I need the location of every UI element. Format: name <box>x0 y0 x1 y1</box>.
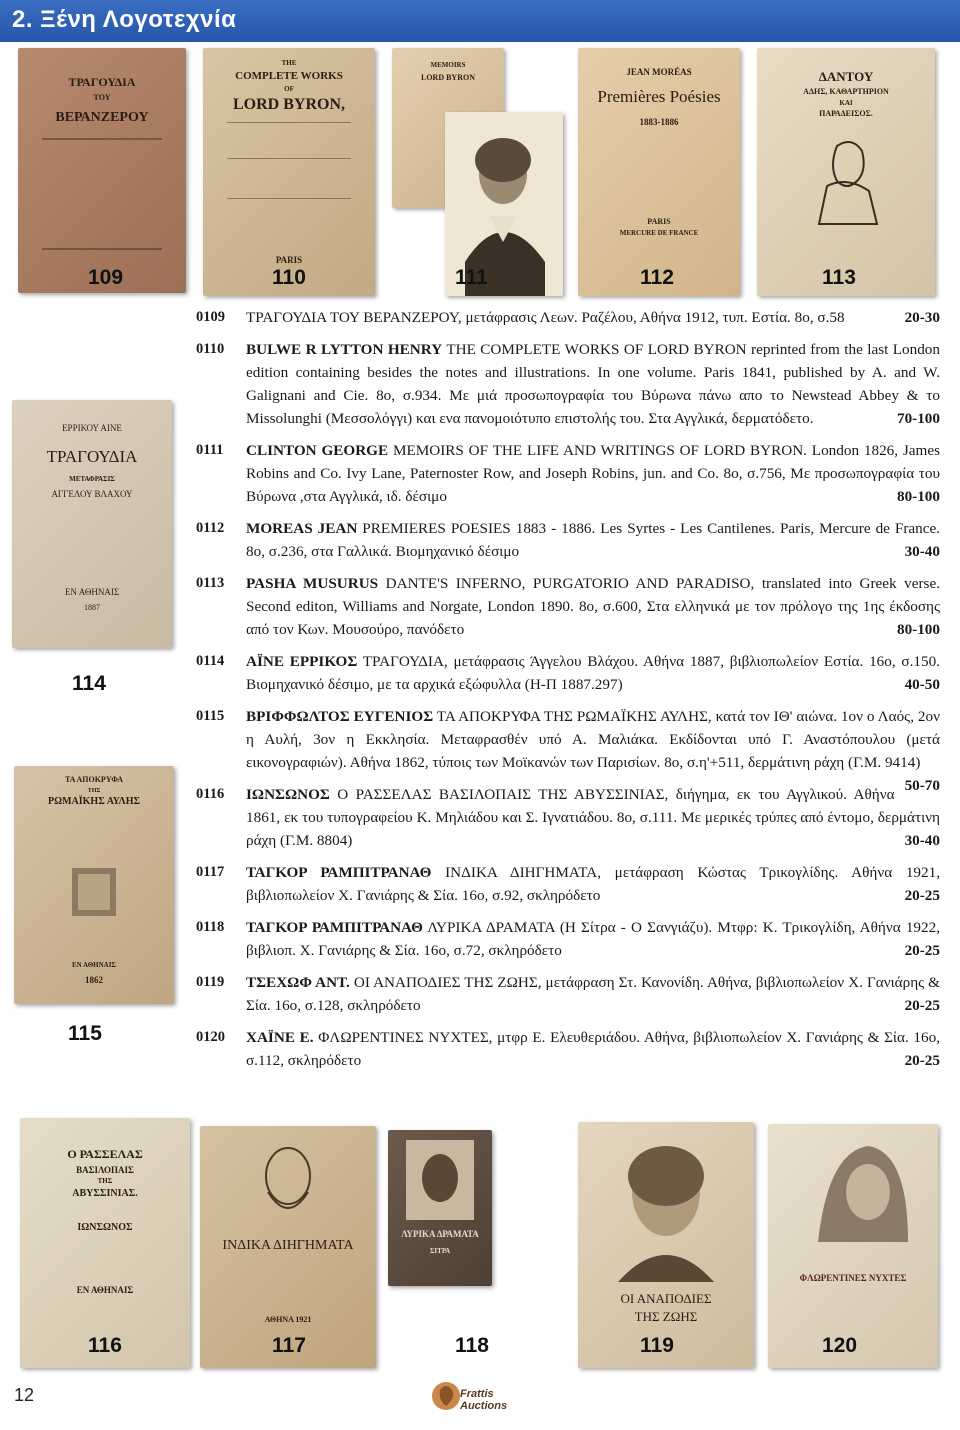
lot-label-120: 120 <box>822 1334 858 1357</box>
cover-109-line: ΤΟΥ <box>93 93 111 102</box>
catalogue-entry-0110 <box>196 338 940 430</box>
lot-code: 0110 <box>196 341 225 357</box>
entry-description: ΟΙ ΑΝΑΠΟΔΙΕΣ ΤΗΣ ΖΩΗΣ, μετάφραση Στ. Κανονίδη. Αθήνα, βιβλιοπωλείον Χ. Γανιάρης & Σία. 16ο, σ.128, σκληρόδετο <box>246 974 940 1014</box>
portrait-sketch-icon <box>248 1140 328 1224</box>
cover-114-line: ΤΡΑΓΟΥΔΙΑ <box>46 447 138 466</box>
price-estimate: 20-25 <box>904 942 940 959</box>
entry-description: PREMIERES POESIES 1883 - 1886. Les Syrtes - Les Cantilenes. Paris, Mercure de France. 8ο, σ.236, στα Γαλλικά. Βιομηχανικό δέσιμο <box>246 520 940 560</box>
lot-label-114: 114 <box>72 672 106 695</box>
cover-114-line: ΜΕΤΑΦΡΑΣΙΣ <box>69 475 115 483</box>
cover-110-line: PARIS <box>275 255 303 265</box>
lot-code: 0118 <box>196 919 225 935</box>
cover-114-line: ΕΝ ΑΘΗΝΑΙΣ <box>64 587 120 597</box>
lot-label-113: 113 <box>822 266 856 289</box>
author-name: PASHA MUSURUS <box>246 575 379 592</box>
lot-label-117: 117 <box>272 1334 306 1357</box>
author-name: ΧΑΪΝΕ Ε. <box>246 1029 314 1046</box>
cover-117 <box>200 1126 376 1368</box>
cover-112-line: JEAN MORÉAS <box>626 67 692 77</box>
price-estimate: 30-40 <box>904 832 940 849</box>
lot-code: 0120 <box>196 1029 225 1045</box>
dante-sketch-icon <box>807 136 887 226</box>
author-name: ΙΩΝΣΩΝΟΣ <box>246 786 330 803</box>
cover-113-line: ΑΔΗΣ, ΚΑΘΑΡΤΗΡΙΟΝ <box>803 87 889 96</box>
cover-110-line: OF <box>284 85 294 93</box>
cover-110 <box>203 48 375 296</box>
chekhov-portrait-icon <box>602 1132 730 1282</box>
entry-description: ΤΡΑΓΟΥΔΙΑ, μετάφρασις Άγγελου Βλάχου. Αθήνα 1887, βιβλιοπωλείον Εστία. 16ο, σ.150. Βιομηχανικό δέσιμο, με τα αρχικά εξώφυλλα (Η-Π 1887.297) <box>246 653 940 693</box>
catalogue-entry-0118 <box>196 916 940 962</box>
entry-description: THE COMPLETE WORKS OF LORD BYRON reprinted from the last London edition containing besides the notes and illustrations. In one volume. Paris 1841, published by A. and W. Galignani and Cie. 8ο, σ.934. Με μιά προσωπογραφία του Βύρωνα πάνω απο το Newstead Abbey & το Missolunghi (Μεσσολόγγι) και ενα πανομοιότυπο επιστολής του. Στα Αγγλικά, δερματόδετο. <box>246 341 940 427</box>
cover-116-line: ΕΝ ΑΘΗΝΑΙΣ <box>76 1285 134 1295</box>
cover-119-line: ΟΙ ΑΝΑΠΟΔΙΕΣ <box>620 1291 712 1306</box>
logo-line-2: Auctions <box>460 1400 508 1412</box>
catalogue-entry-0109 <box>196 306 940 329</box>
cover-115-line: ΡΩΜΑΪΚΗΣ ΑΥΛΗΣ <box>47 796 141 807</box>
cover-113 <box>757 48 935 296</box>
cover-114 <box>12 400 172 648</box>
author-name: ΒΡΙΦΦΩΛΤΟΣ ΕΥΓΕΝΙΟΣ <box>246 708 434 725</box>
cover-115-line: 1862 <box>85 975 103 985</box>
cover-116-line: ΒΑΣΙΛΟΠΑΙΣ <box>76 1165 134 1175</box>
auction-logo-text <box>460 1388 507 1412</box>
lot-code: 0111 <box>196 442 224 458</box>
cover-116-line: Ο ΡΑΣΣΕΛΑΣ <box>67 1147 143 1161</box>
entry-description: ΦΛΩΡΕΝΤΙΝΕΣ ΝΥΧΤΕΣ, μτφρ Ε. Ελευθεριάδου. Αθήνα, βιβλιοπωλείον Χ. Γανιάρης & Σία. 16ο, σ.112, σκληρόδετο <box>246 1029 940 1069</box>
lot-label-109: 109 <box>88 266 124 289</box>
portrait-icon <box>406 1140 474 1220</box>
entry-description: ΛΥΡΙΚΑ ΔΡΑΜΑΤΑ (Η Σίτρα - Ο Σανγιάζυ). Μτφρ: Κ. Τρικογλίδη, Αθήνα 1922, βιβλιοπ. Χ. Γανιάρης & Σία. 16ο, σ.72, σκληρόδετο <box>246 919 940 959</box>
cover-115 <box>14 766 174 1004</box>
lot-label-118: 118 <box>455 1334 489 1357</box>
cover-119 <box>578 1122 754 1368</box>
cover-109-line: ΤΡΑΓΟΥΔΙΑ <box>68 75 136 89</box>
price-estimate: 80-100 <box>896 621 940 638</box>
catalogue-entry-0113 <box>196 572 940 641</box>
lot-code: 0115 <box>196 708 225 724</box>
page-number: 12 <box>14 1385 35 1405</box>
author-name: ΑΪΝΕ ΕΡΡΙΚΟΣ <box>246 653 358 670</box>
cover-110-line: LORD BYRON, <box>232 96 345 113</box>
cover-110-line: THE <box>281 59 297 67</box>
ornament-icon <box>66 862 122 922</box>
lot-label-110: 110 <box>272 266 306 289</box>
author-name: MOREAS JEAN <box>246 520 358 537</box>
cover-111-line: MEMOIRS <box>430 61 466 69</box>
lot-code: 0117 <box>196 864 225 880</box>
cover-109 <box>18 48 186 293</box>
cover-114-line: ΑΓΓΕΛΟΥ ΒΛΑΧΟΥ <box>51 489 133 499</box>
entry-description: DANTE'S INFERNO, PURGATORIO AND PARADISO, translated into Greek verse. Second editon, Williams and Norgate, London 1890. 8ο, σ.600, Στα ελληνικά με τον πρόλογο της 1ης έκδοσης από τον Κων. Μουσούρο, πανόδετο <box>246 575 940 638</box>
entry-description: MEMOIRS OF THE LIFE AND WRITINGS OF LORD BYRON. London 1826, James Robins and Co. Ivy Lane, Paternoster Row, and Joseph Robins, jun. and Co. 8ο, σ.756, Με προσωπογραφία του Βύρωνα ,στα Αγγλικά, ιδ. δέσιμο <box>246 442 941 505</box>
price-estimate: 80-100 <box>896 488 940 505</box>
entry-description: ΤΑ ΑΠΟΚΡΥΦΑ ΤΗΣ ΡΩΜΑΪΚΗΣ ΑΥΛΗΣ, κατά τον ΙΘ' αιώνα. 1ον ο Λαός, 2ον η Αυλή, 3ον η Εκκλησία. Μεταφρασθέν υπό Α. Μαλιάκα. Εκδίδονται υπό Γ. Αναστόπουλου (μετά εικονογραφιών). Αθήνα 1862, τύποις των Μοϊκανών των Παρισίων. 8ο, σ.η'+511, δερμάτινη ράχη (Γ.Μ. 9414) <box>246 708 940 771</box>
lot-label-119: 119 <box>640 1334 674 1357</box>
catalogue-entry-0112 <box>196 517 940 563</box>
price-estimate: 20-25 <box>904 997 940 1014</box>
cover-115-line: ΤΗΣ <box>87 788 101 794</box>
cover-119-line: ΤΗΣ ΖΩΗΣ <box>634 1309 698 1324</box>
section-title: 2. Ξένη Λογοτεχνία <box>12 6 237 33</box>
mourning-figure-icon <box>798 1132 918 1252</box>
price-estimate: 50-70 <box>904 777 940 794</box>
cover-113-line: ΚΑΙ <box>839 99 853 107</box>
cover-117-line: ΙΝΔΙΚΑ ΔΙΗΓΗΜΑΤΑ <box>222 1238 354 1253</box>
cover-116 <box>20 1118 190 1368</box>
author-name: CLINTON GEORGE <box>246 442 389 459</box>
entry-description: Ο ΡΑΣΣΕΛΑΣ ΒΑΣΙΛΟΠΑΙΣ ΤΗΣ ΑΒΥΣΣΙΝΙΑΣ, διήγημα, εκ του Αγγλικού. Αθήνα 1861, εκ του τυπογραφείου Κ. Μηλιάδου και Σ. Ιγνατιάδου. 8ο, σ.111. Με μερικές τρύπες από έντομο, δερμάτινη ράχη (Γ.Μ. 8804) <box>246 786 940 849</box>
cover-111-line: LORD BYRON <box>420 73 475 82</box>
cover-120 <box>768 1124 938 1368</box>
cover-116-line: ΙΩΝΣΩΝΟΣ <box>77 1222 133 1233</box>
cover-120-line: ΦΛΩΡΕΝΤΙΝΕΣ ΝΥΧΤΕΣ <box>799 1273 907 1283</box>
lot-label-112: 112 <box>640 266 674 289</box>
catalogue-entry-0116 <box>196 783 940 852</box>
cover-114-line: 1887 <box>84 603 100 612</box>
cover-112-line: MERCURE DE FRANCE <box>619 229 699 237</box>
price-estimate: 70-100 <box>896 410 940 427</box>
cover-113-line: ΠΑΡΑΔΕΙΣΟΣ. <box>819 109 873 118</box>
catalogue-entries <box>196 306 940 1081</box>
cover-112-line: Premières Poésies <box>597 87 721 106</box>
logo-line-1: Frattis <box>460 1388 494 1400</box>
catalogue-entry-0114 <box>196 650 940 696</box>
cover-116-line: ΤΗΣ <box>97 1177 113 1185</box>
cover-109-line: ΒΕΡΑΝΖΕΡΟΥ <box>55 110 149 125</box>
catalogue-entry-0119 <box>196 971 940 1017</box>
lot-code: 0119 <box>196 974 225 990</box>
author-name: ΤΣΕΧΩΦ ΑΝΤ. <box>246 974 350 991</box>
cover-112-line: 1883-1886 <box>639 117 679 127</box>
author-name: ΤΑΓΚΟΡ ΡΑΜΠΙΤΡΑΝΑΘ <box>246 864 432 881</box>
price-estimate: 20-30 <box>904 309 940 326</box>
lot-label-115: 115 <box>68 1022 102 1045</box>
entry-description: ΙΝΔΙΚΑ ΔΙΗΓΗΜΑΤΑ, μετάφραση Κώστας Τρικογλίδης. Αθήνα 1921, βιβλιοπωλείον Χ. Γανιάρης & Σία. 16ο, σ.92, σκληρόδετο <box>246 864 940 904</box>
price-estimate: 20-25 <box>904 887 940 904</box>
author-name: BULWE R LYTTON HENRY <box>246 341 443 358</box>
cover-115-line: ΕΝ ΑΘΗΝΑΙΣ <box>71 961 117 969</box>
lot-code: 0113 <box>196 575 225 591</box>
cover-118-line: ΣΙΤΡΑ <box>429 1247 451 1255</box>
section-header <box>0 0 960 42</box>
lot-code: 0109 <box>196 309 225 325</box>
price-estimate: 40-50 <box>904 676 940 693</box>
cover-116-line: ΑΒΥΣΣΙΝΙΑΣ. <box>72 1188 138 1199</box>
catalogue-entry-0117 <box>196 861 940 907</box>
cover-110-line: COMPLETE WORKS <box>235 70 343 82</box>
cover-118 <box>388 1130 492 1286</box>
cover-118-line: ΛΥΡΙΚΑ ΔΡΑΜΑΤΑ <box>401 1229 479 1239</box>
entry-description: ΤΡΑΓΟΥΔΙΑ ΤΟΥ ΒΕΡΑΝΖΕΡΟΥ, μετάφρασις Λεων. Ραζέλου, Αθήνα 1912, τυπ. Εστία. 8ο, σ.58 <box>246 309 845 326</box>
lot-label-116: 116 <box>88 1334 122 1357</box>
catalogue-entry-0120 <box>196 1026 940 1072</box>
price-estimate: 30-40 <box>904 543 940 560</box>
lot-code: 0114 <box>196 653 225 669</box>
cover-114-line: ΕΡΡΙΚΟΥ ΑΙΝΕ <box>62 423 122 433</box>
cover-115-line: ΤΑ ΑΠΟΚΡΥΦΑ <box>65 775 123 784</box>
lot-code: 0112 <box>196 520 225 536</box>
cover-117-line: ΑΘΗΝΑ 1921 <box>264 1315 312 1324</box>
price-estimate: 20-25 <box>904 1052 940 1069</box>
catalogue-entry-0111 <box>196 439 940 508</box>
lot-code: 0116 <box>196 786 225 802</box>
cover-112 <box>578 48 740 296</box>
cover-113-line: ΔΑΝΤΟΥ <box>818 69 874 84</box>
author-name: ΤΑΓΚΟΡ ΡΑΜΠΙΤΡΑΝΑΘ <box>246 919 423 936</box>
lot-label-111: 111 <box>455 266 488 289</box>
cover-112-line: PARIS <box>647 217 671 226</box>
